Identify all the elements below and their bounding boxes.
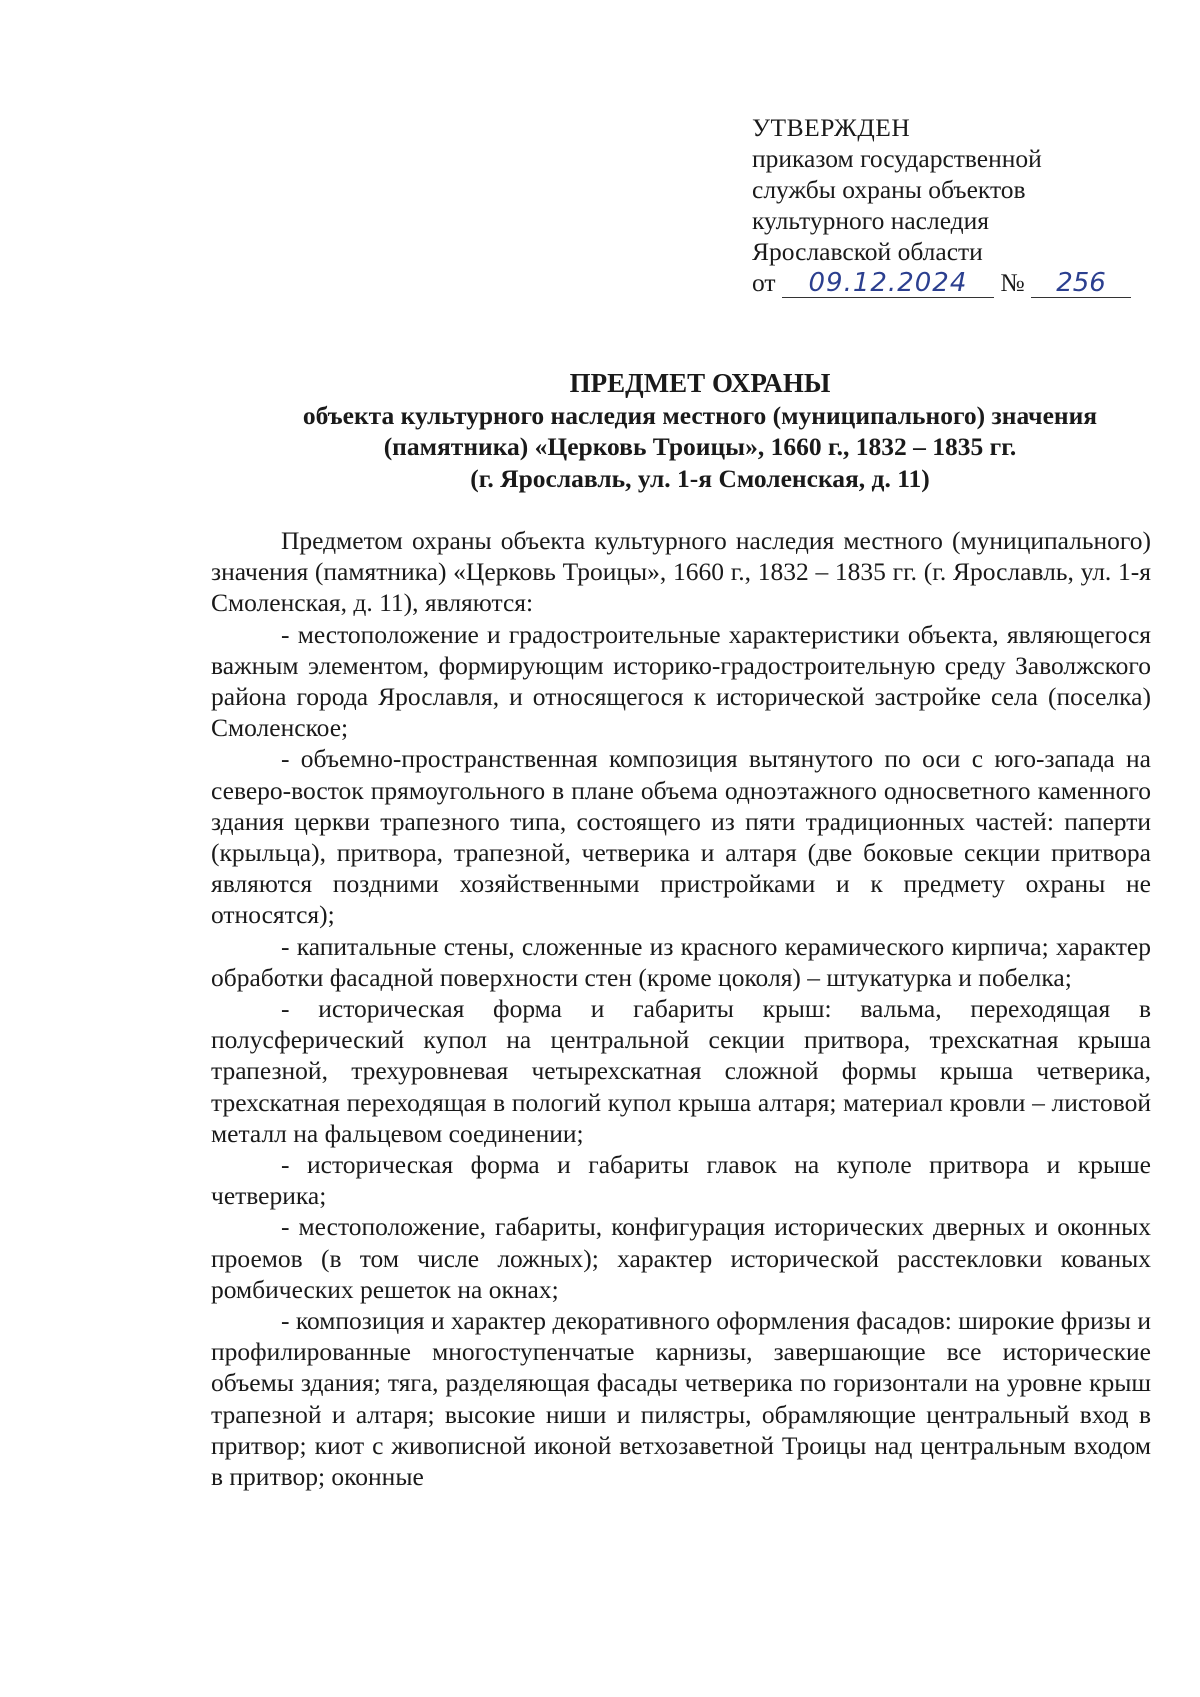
approval-order-line bbox=[752, 267, 1152, 298]
approval-line-3: культурного наследия bbox=[752, 206, 990, 235]
paragraph-roofs: - историческая форма и габариты крыш: вальма, переходящая в полусферический купол на центральной секции притвора, трехскатная крыша трапезной, трехуровневая четырехскатная сложной формы крыша четверика, трехскатная переходящая в пологий купол крыша алтаря; материал кровли – листовой металл на фальцевом соединении; bbox=[211, 994, 1151, 1148]
title-line-1: объекта культурного наследия местного (муниципального) значения bbox=[302, 400, 1098, 430]
approval-heading: УТВЕРЖДЕН bbox=[752, 113, 911, 142]
paragraph-domes: - историческая форма и габариты главок на куполе притвора и крыше четверика; bbox=[211, 1150, 1151, 1211]
approval-line-2: службы охраны объектов bbox=[752, 175, 1026, 204]
handwritten-date: 09.12.2024 bbox=[782, 270, 994, 298]
paragraph-composition: - объемно-пространственная композиция вытянутого по оси с юго-запада на северо-восток прямоугольного в плане объема одноэтажного односветного каменного здания церкви трапезного типа, состоящего из пяти традиционных частей: паперти (крыльца), притвора, трапезной, четверика и алтаря (две боковые секции притвора являются поздними хозяйственными пристройками и к предмету охраны не относятся); bbox=[211, 744, 1151, 930]
number-prefix: № bbox=[1000, 268, 1025, 297]
approval-line-1: приказом государственной bbox=[752, 144, 1042, 173]
paragraph-intro: Предметом охраны объекта культурного наследия местного (муниципального) значения (памятника) «Церковь Троицы», 1660 г., 1832 – 1835 гг. (г. Ярославль, ул. 1-я Смоленская, д. 11), являются: bbox=[211, 526, 1151, 618]
document-body bbox=[211, 525, 1151, 1492]
document-title: ПРЕДМЕТ ОХРАНЫ bbox=[569, 368, 831, 398]
paragraph-decoration: - композиция и характер декоративного оформления фасадов: широкие фризы и профилированные многоступенчатые карнизы, завершающие все исторические объемы здания; тяга, разделяющая фасады четверика по горизонтали на уровне крыш трапезной и алтаря; высокие ниши и пилястры, обрамляющие центральный вход в притвор; киот с живописной иконой ветхозаветной Троицы над центральным входом в притвор; оконные bbox=[211, 1306, 1151, 1492]
approval-stamp-block bbox=[752, 112, 1152, 298]
paragraph-openings: - местоположение, габариты, конфигурация исторических дверных и оконных проемов (в том числе ложных); характер исторической расстекловки кованых ромбических решеток на окнах; bbox=[211, 1212, 1151, 1304]
document-title-block bbox=[200, 368, 1200, 494]
paragraph-walls: - капитальные стены, сложенные из красного керамического кирпича; характер обработки фасадной поверхности стен (кроме цоколя) – штукатурка и побелка; bbox=[211, 931, 1151, 992]
paragraph-location: - местоположение и градостроительные характеристики объекта, являющегося важным элементом, формирующим историко-градостроительную среду Заволжского района города Ярославля, и относящегося к исторической застройке села (поселка) Смоленское; bbox=[211, 619, 1151, 743]
title-line-3: (г. Ярославль, ул. 1-я Смоленская, д. 11) bbox=[470, 463, 930, 493]
approval-line-4: Ярославской области bbox=[752, 237, 983, 266]
handwritten-number: 256 bbox=[1031, 270, 1131, 298]
title-line-2: (памятника) «Церковь Троицы», 1660 г., 1832 – 1835 гг. bbox=[383, 432, 1017, 461]
date-prefix: от bbox=[752, 268, 776, 297]
